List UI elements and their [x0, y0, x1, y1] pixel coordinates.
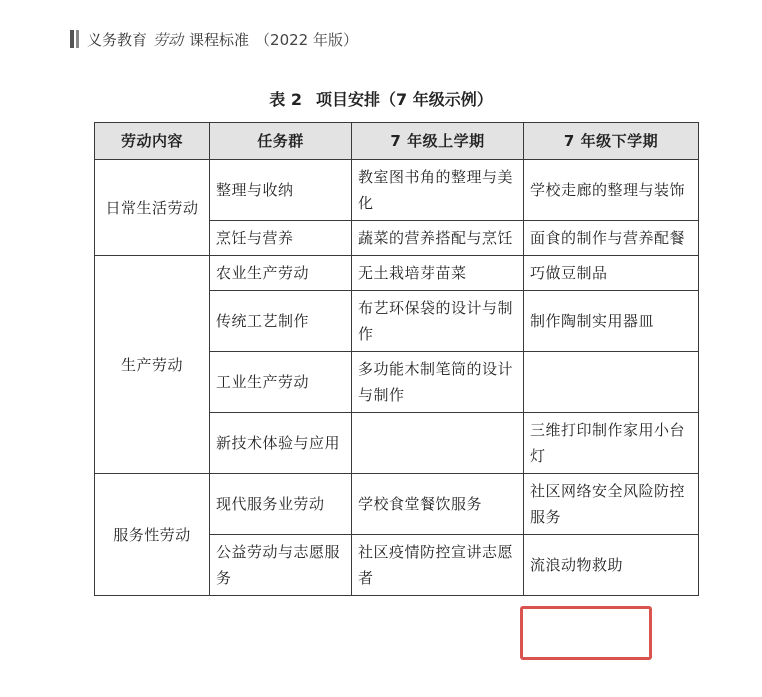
first-semester-cell: 多功能木制笔筒的设计与制作 — [352, 352, 524, 413]
task-cell: 新技术体验与应用 — [210, 413, 352, 474]
header-first-semester: 7 年级上学期 — [352, 123, 524, 160]
first-semester-cell: 教室图书角的整理与美化 — [352, 160, 524, 221]
highlight-box — [520, 606, 652, 660]
task-cell: 烹饪与营养 — [210, 221, 352, 256]
second-semester-cell: 三维打印制作家用小台灯 — [524, 413, 699, 474]
table-row — [95, 256, 699, 291]
table-number: 表 2 — [269, 90, 302, 109]
header-standard: 课程标准 — [189, 30, 250, 49]
header-content: 劳动内容 — [95, 123, 210, 160]
header-bar-icon — [70, 30, 79, 48]
task-cell: 整理与收纳 — [210, 160, 352, 221]
header-labor: 劳动 — [153, 30, 184, 49]
page-header — [70, 27, 358, 51]
first-semester-cell: 社区疫情防控宣讲志愿者 — [352, 535, 524, 596]
table-header-row — [95, 123, 699, 160]
group-service: 服务性劳动 — [95, 474, 210, 596]
header-prefix: 义务教育 — [87, 30, 148, 49]
first-semester-cell: 无土栽培芽苗菜 — [352, 256, 524, 291]
table-row — [95, 160, 699, 221]
second-semester-cell-highlighted: 流浪动物救助 — [524, 535, 699, 596]
header-second-semester: 7 年级下学期 — [524, 123, 699, 160]
project-table — [94, 122, 699, 596]
task-cell: 传统工艺制作 — [210, 291, 352, 352]
first-semester-cell: 布艺环保袋的设计与制作 — [352, 291, 524, 352]
second-semester-cell: 制作陶制实用器皿 — [524, 291, 699, 352]
first-semester-cell: 蔬菜的营养搭配与烹饪 — [352, 221, 524, 256]
task-cell: 农业生产劳动 — [210, 256, 352, 291]
group-production: 生产劳动 — [95, 256, 210, 474]
header-edition: （2022 年版） — [255, 30, 358, 49]
table-row — [95, 474, 699, 535]
first-semester-cell: 学校食堂餐饮服务 — [352, 474, 524, 535]
task-cell: 工业生产劳动 — [210, 352, 352, 413]
second-semester-cell — [524, 352, 699, 413]
first-semester-cell — [352, 413, 524, 474]
second-semester-cell: 面食的制作与营养配餐 — [524, 221, 699, 256]
task-cell: 公益劳动与志愿服务 — [210, 535, 352, 596]
table-title — [0, 87, 762, 110]
group-daily-life: 日常生活劳动 — [95, 160, 210, 256]
task-cell: 现代服务业劳动 — [210, 474, 352, 535]
table-title-text: 项目安排（7 年级示例） — [316, 90, 493, 109]
second-semester-cell: 巧做豆制品 — [524, 256, 699, 291]
second-semester-cell: 学校走廊的整理与装饰 — [524, 160, 699, 221]
header-task-group: 任务群 — [210, 123, 352, 160]
second-semester-cell: 社区网络安全风险防控服务 — [524, 474, 699, 535]
